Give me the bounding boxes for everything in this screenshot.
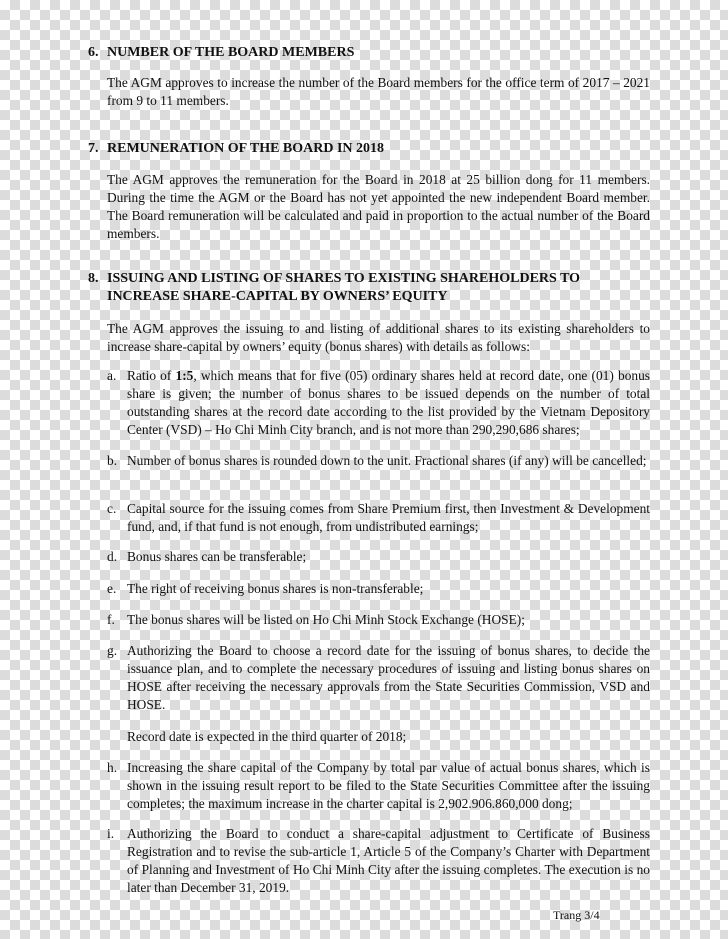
page-number: Trang 3/4 bbox=[553, 908, 600, 922]
section-heading bbox=[88, 140, 650, 158]
section-6 bbox=[88, 44, 650, 110]
section-number: 8. bbox=[88, 271, 99, 286]
item-text-before: Ratio of bbox=[127, 368, 176, 383]
section-number: 6. bbox=[88, 45, 99, 60]
item-text: Increasing the share capital of the Company by total par value of actual bonus shares, which is shown in the issuing result report to be filed to the State Securities Committee after the issuing completes; the maximum increase in the charter capital is 2,902.906.860,000 dong; bbox=[127, 760, 650, 811]
list-item-c bbox=[107, 500, 650, 536]
item-label: h. bbox=[107, 760, 118, 775]
item-label: d. bbox=[107, 549, 118, 564]
list-item-b bbox=[107, 452, 650, 470]
section-7 bbox=[88, 140, 650, 243]
list-item-d bbox=[107, 548, 650, 566]
list-item-a bbox=[107, 367, 650, 439]
section-title: ISSUING AND LISTING OF SHARES TO EXISTING SHAREHOLDERS TO INCREASE SHARE-CAPITAL BY OWNERS’ EQUITY bbox=[107, 271, 581, 304]
item-text: The right of receiving bonus shares is non-transferable; bbox=[127, 581, 424, 596]
section-heading bbox=[88, 270, 650, 306]
section-title: REMUNERATION OF THE BOARD IN 2018 bbox=[107, 141, 385, 156]
item-label: g. bbox=[107, 643, 118, 658]
item-text: Bonus shares can be transferable; bbox=[127, 549, 307, 564]
list-item-h bbox=[107, 759, 650, 813]
item-label: b. bbox=[107, 453, 118, 468]
item-label: a. bbox=[107, 368, 117, 383]
ratio-value: 1:5 bbox=[175, 368, 194, 383]
list-item-g bbox=[107, 642, 650, 746]
list-item-f bbox=[107, 611, 650, 629]
item-text-after: , which means that for five (05) ordinary shares held at record date, one (01) bonus share is given; the number of bonus shares to be issued depends on the number of total outstanding shares at the record date according to the list provided by the Vietnam Depository Center (VSD) – Ho Chi Minh City branch, and is not more than 290,290,686 shares; bbox=[127, 368, 650, 437]
item-text: Number of bonus shares is rounded down to the unit. Fractional shares (if any) will be cancelled; bbox=[127, 453, 647, 468]
item-label: c. bbox=[107, 501, 117, 516]
section-heading bbox=[88, 44, 650, 62]
item-label: i. bbox=[107, 826, 115, 841]
list-item-e bbox=[107, 580, 650, 598]
section-title: NUMBER OF THE BOARD MEMBERS bbox=[107, 45, 355, 60]
item-subtext: Record date is expected in the third quarter of 2018; bbox=[127, 729, 407, 744]
section-paragraph: The AGM approves to increase the number of the Board members for the office term of 2017 – 2021 from 9 to 11 members. bbox=[107, 75, 650, 108]
section-number: 7. bbox=[88, 141, 99, 156]
item-main-text: Authorizing the Board to choose a record date for the issuing of bonus shares, to decide the issuance plan, and to complete the necessary procedures of issuing and listing bonus shares on HOSE after receiving the necessary approvals from the State Securities Commission, VSD and HOSE. bbox=[127, 643, 650, 712]
item-text bbox=[127, 367, 650, 439]
item-text: Authorizing the Board to conduct a share-capital adjustment to Certificate of Business Registration and to revise the sub-article 1, Article 5 of the Company’s Charter with Department of Planning and Investment of Ho Chi Minh City after the issuing completes. The execution is no later than December 31, 2019. bbox=[127, 826, 650, 895]
section-8 bbox=[88, 270, 650, 356]
item-label: f. bbox=[107, 612, 115, 627]
section-paragraph: The AGM approves the issuing to and listing of additional shares to its existing shareholders to increase share-capital by owners’ equity (bonus shares) with details as follows: bbox=[107, 321, 650, 354]
item-text: The bonus shares will be listed on Ho Chi Minh Stock Exchange (HOSE); bbox=[127, 612, 525, 627]
item-text: Capital source for the issuing comes from Share Premium first, then Investment & Development fund, and, if that fund is not enough, from undistributed earnings; bbox=[127, 501, 650, 534]
item-label: e. bbox=[107, 581, 117, 596]
list-item-i bbox=[107, 825, 650, 897]
section-paragraph: The AGM approves the remuneration for the Board in 2018 at 25 billion dong for 11 members. During the time the AGM or the Board has not yet appointed the new independent Board member. The Board remuneration will be calculated and paid in proportion to the actual number of the Board members. bbox=[107, 172, 650, 241]
item-text bbox=[127, 642, 650, 746]
